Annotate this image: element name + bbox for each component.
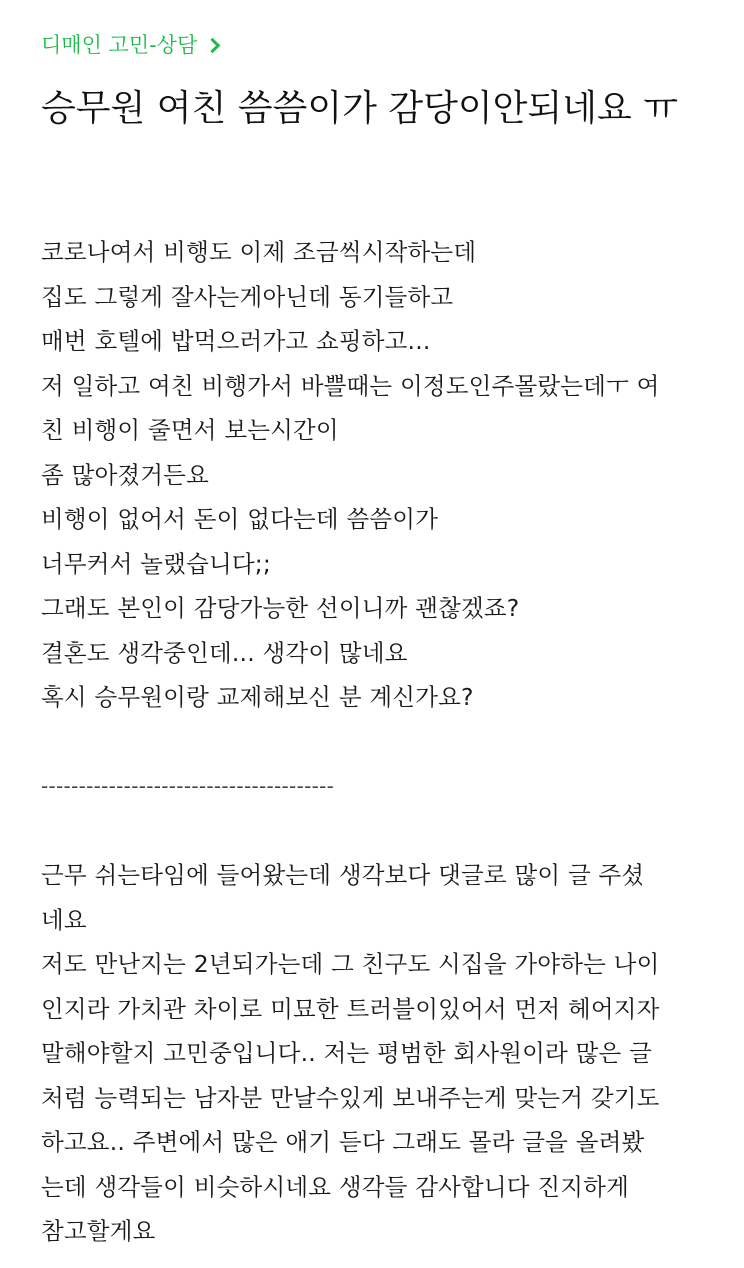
chevron-right-icon[interactable] xyxy=(205,38,221,54)
post-body xyxy=(41,230,721,1254)
body-line: 비행이 없어서 돈이 없다는데 씀씀이가 xyxy=(41,505,439,533)
body-line: 집도 그렇게 잘사는게아닌데 동기들하고 xyxy=(41,282,454,311)
text-divider: --------------------------------------- xyxy=(41,774,335,798)
body-line: 인지라 가치관 차이로 미묘한 트러블이있어서 먼저 헤어지자 xyxy=(41,994,660,1023)
body-line: 하고요.. 주변에서 많은 애기 듣다 그래도 몰라 글을 올려봤 xyxy=(41,1128,645,1156)
body-line: 네요 xyxy=(41,905,87,934)
body-part1 xyxy=(41,230,721,720)
body-line: 저도 만난지는 2년되가는데 그 친구도 시집을 가야하는 나이 xyxy=(41,950,660,978)
blank-line xyxy=(41,809,721,854)
body-line: 혹시 승무원이랑 교제해보신 분 계신가요? xyxy=(41,683,474,711)
category-label[interactable]: 디매인 고민-상담 xyxy=(41,33,198,57)
body-line: 코로나여서 비행도 이제 조금씩시작하는데 xyxy=(41,238,477,266)
body-line: 매번 호텔에 밥먹으러가고 쇼핑하고... xyxy=(41,327,431,355)
body-line: 근무 쉬는타임에 들어왔는데 생각보다 댓글로 많이 글 주셨 xyxy=(41,861,645,889)
body-line: 좀 많아졌거든요 xyxy=(41,460,209,489)
category-link[interactable] xyxy=(41,30,218,60)
body-part2 xyxy=(41,853,721,1254)
body-line: 친 비행이 줄면서 보는시간이 xyxy=(41,416,339,444)
body-line: 저 일하고 여친 비행가서 바쁠때는 이정도인주몰랐는데ㅜ 여 xyxy=(41,371,660,400)
body-line: 그래도 본인이 감당가능한 선이니까 괜찮겠죠? xyxy=(41,594,520,622)
body-line: 너무커서 놀랬습니다;; xyxy=(41,549,272,578)
body-line: 참고할게요 xyxy=(41,1217,156,1245)
body-line: 결혼도 생각중인데... 생각이 많네요 xyxy=(41,638,408,667)
body-line: 처럼 능력되는 남자분 만날수있게 보내주는게 맞는거 갖기도 xyxy=(41,1083,660,1112)
blank-line xyxy=(41,720,721,765)
post-title: 승무원 여친 씀씀이가 감당이안되네요 ㅠ xyxy=(41,88,678,129)
body-line: 는데 생각들이 비슷하시네요 생각들 감사합니다 진지하게 xyxy=(41,1172,629,1201)
body-line: 말해야할지 고민중입니다.. 저는 평범한 회사원이라 많은 글 xyxy=(41,1039,652,1067)
